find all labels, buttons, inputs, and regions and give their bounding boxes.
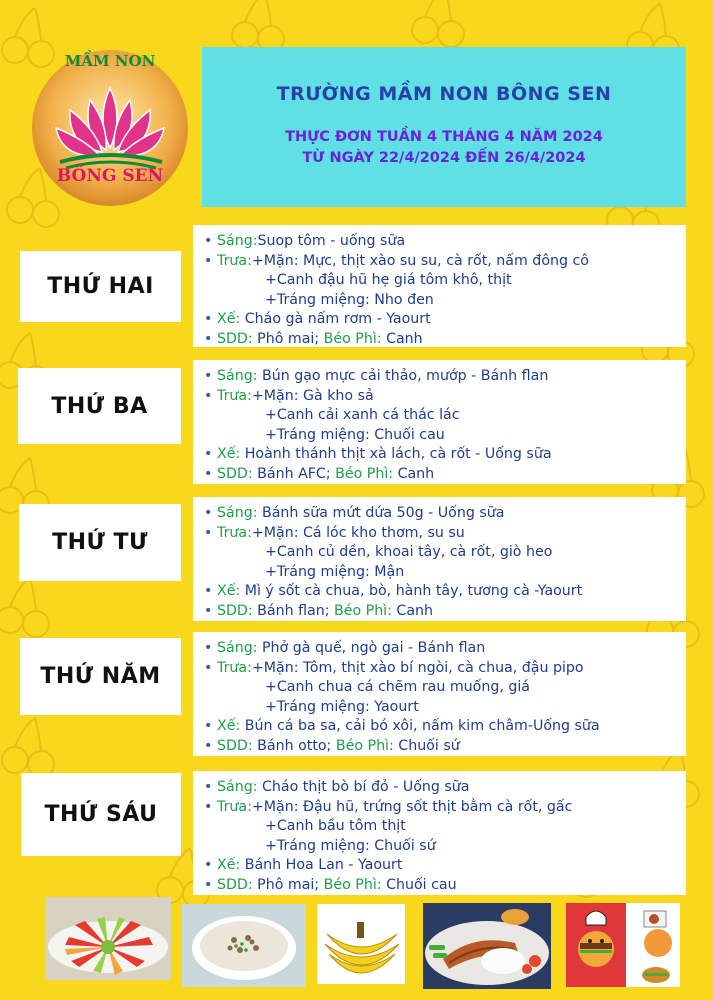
lunch-line: • Trưa:+Mặn: Đậu hũ, trứng sốt thịt bằm cà rốt, gấc (203, 798, 686, 818)
soup-line: +Canh cải xanh cá thác lác (265, 407, 460, 423)
menu-box-wednesday (193, 497, 686, 621)
bananas-photo (317, 904, 405, 984)
header-box (202, 47, 686, 207)
broken-rice-icon (423, 903, 551, 989)
lunch-line: • Trưa:+Mặn: Tôm, thịt xào bí ngòi, cà chua, đậu pipo (203, 659, 686, 679)
menu-list (193, 497, 686, 621)
special-diet-line: • SDD: Bánh otto; Béo Phì: Chuối sứ (203, 737, 686, 757)
dessert-line: +Tráng miệng: Yaourt (265, 698, 419, 715)
menu-title (202, 127, 686, 169)
day-label-thursday: THỨ NĂM (20, 638, 181, 715)
dessert-line: +Tráng miệng: Chuối sứ (265, 837, 436, 854)
day-label-friday: THỨ SÁU (21, 773, 181, 856)
menu-list (193, 632, 686, 756)
menu-title-line2: TỪ NGÀY 22/4/2024 ĐẾN 26/4/2024 (302, 150, 586, 166)
breakfast-line: • Sáng:Suop tôm - uống sữa (203, 232, 686, 252)
day-label-tuesday: THỨ BA (18, 368, 181, 444)
soup-line: +Canh củ dền, khoai tây, cà rốt, giò heo (265, 544, 553, 560)
menu-box-monday (193, 225, 686, 347)
lunch-line: • Trưa:+Mặn: Cá lóc kho thơm, su su (203, 524, 686, 544)
day-label-wednesday: THỨ TƯ (19, 504, 181, 581)
special-diet-line: • SDD: Bánh flan; Béo Phì: Canh (203, 602, 686, 622)
snack-line: • Xế: Hoành thánh thịt xà lách, cà rốt - Uống sữa (203, 445, 686, 465)
soup-line: +Canh chua cá chẽm rau muống, giá (265, 679, 531, 695)
bananas-icon (317, 904, 405, 984)
snack-line: • Xế: Bánh Hoa Lan - Yaourt (203, 856, 686, 876)
school-logo (30, 48, 190, 208)
menu-title-line1: THỰC ĐƠN TUẦN 4 THÁNG 4 NĂM 2024 (285, 129, 603, 145)
snack-line: • Xế: Bún cá ba sa, cải bó xôi, nấm kim châm-Uống sữa (203, 717, 686, 737)
breakfast-line: • Sáng: Cháo thịt bò bí đỏ - Uống sữa (203, 778, 686, 798)
menu-list (193, 225, 686, 349)
dessert-line: +Tráng miệng: Mận (265, 563, 405, 580)
special-diet-line: • SDD: Phô mai; Béo Phì: Canh (203, 330, 686, 350)
logo-text-bottom: BÔNG SEN (56, 166, 164, 186)
fruit-platter-icon (45, 897, 171, 980)
special-diet-line: • SDD: Phô mai; Béo Phì: Chuối cau (203, 876, 686, 896)
breakfast-line: • Sáng: Bánh sữa mứt dứa 50g - Uống sữa (203, 504, 686, 524)
soup-line: +Canh bầu tôm thịt (265, 818, 406, 834)
broken-rice-photo (423, 903, 551, 989)
congee-bowl-icon (182, 904, 306, 987)
congee-bowl-photo (182, 904, 306, 987)
menu-list (193, 360, 686, 484)
logo-text-top: MẦM NON (64, 52, 156, 70)
lunch-line: • Trưa:+Mặn: Mực, thịt xào su su, cà rốt, nấm đông cô (203, 252, 686, 272)
fruit-platter-photo (45, 897, 171, 980)
breakfast-line: • Sáng: Phở gà quế, ngò gai - Bánh flan (203, 639, 686, 659)
dessert-line: +Tráng miệng: Chuối cau (265, 426, 445, 443)
breakfast-line: • Sáng: Bún gạo mực cải thảo, mướp - Bánh flan (203, 367, 686, 387)
special-diet-line: • SDD: Bánh AFC; Béo Phì: Canh (203, 465, 686, 485)
snack-line: • Xế: Cháo gà nấm rơm - Yaourt (203, 310, 686, 330)
lunch-line: • Trưa:+Mặn: Gà kho sả (203, 387, 686, 407)
day-label-monday: THỨ HAI (20, 251, 181, 322)
snack-line: • Xế: Mì ý sốt cà chua, bò, hành tây, tương cà -Yaourt (203, 582, 686, 602)
menu-list (193, 771, 686, 895)
menu-box-thursday (193, 632, 686, 756)
soup-line: +Canh đậu hũ hẹ giá tôm khô, thịt (265, 272, 512, 288)
dessert-line: +Tráng miệng: Nho đen (265, 291, 434, 308)
school-name: TRƯỜNG MẦM NON BÔNG SEN (276, 83, 612, 105)
cartoon-food-icon (566, 903, 680, 987)
menu-box-friday (193, 771, 686, 895)
menu-box-tuesday (193, 360, 686, 484)
cartoon-food-photo (566, 903, 680, 987)
